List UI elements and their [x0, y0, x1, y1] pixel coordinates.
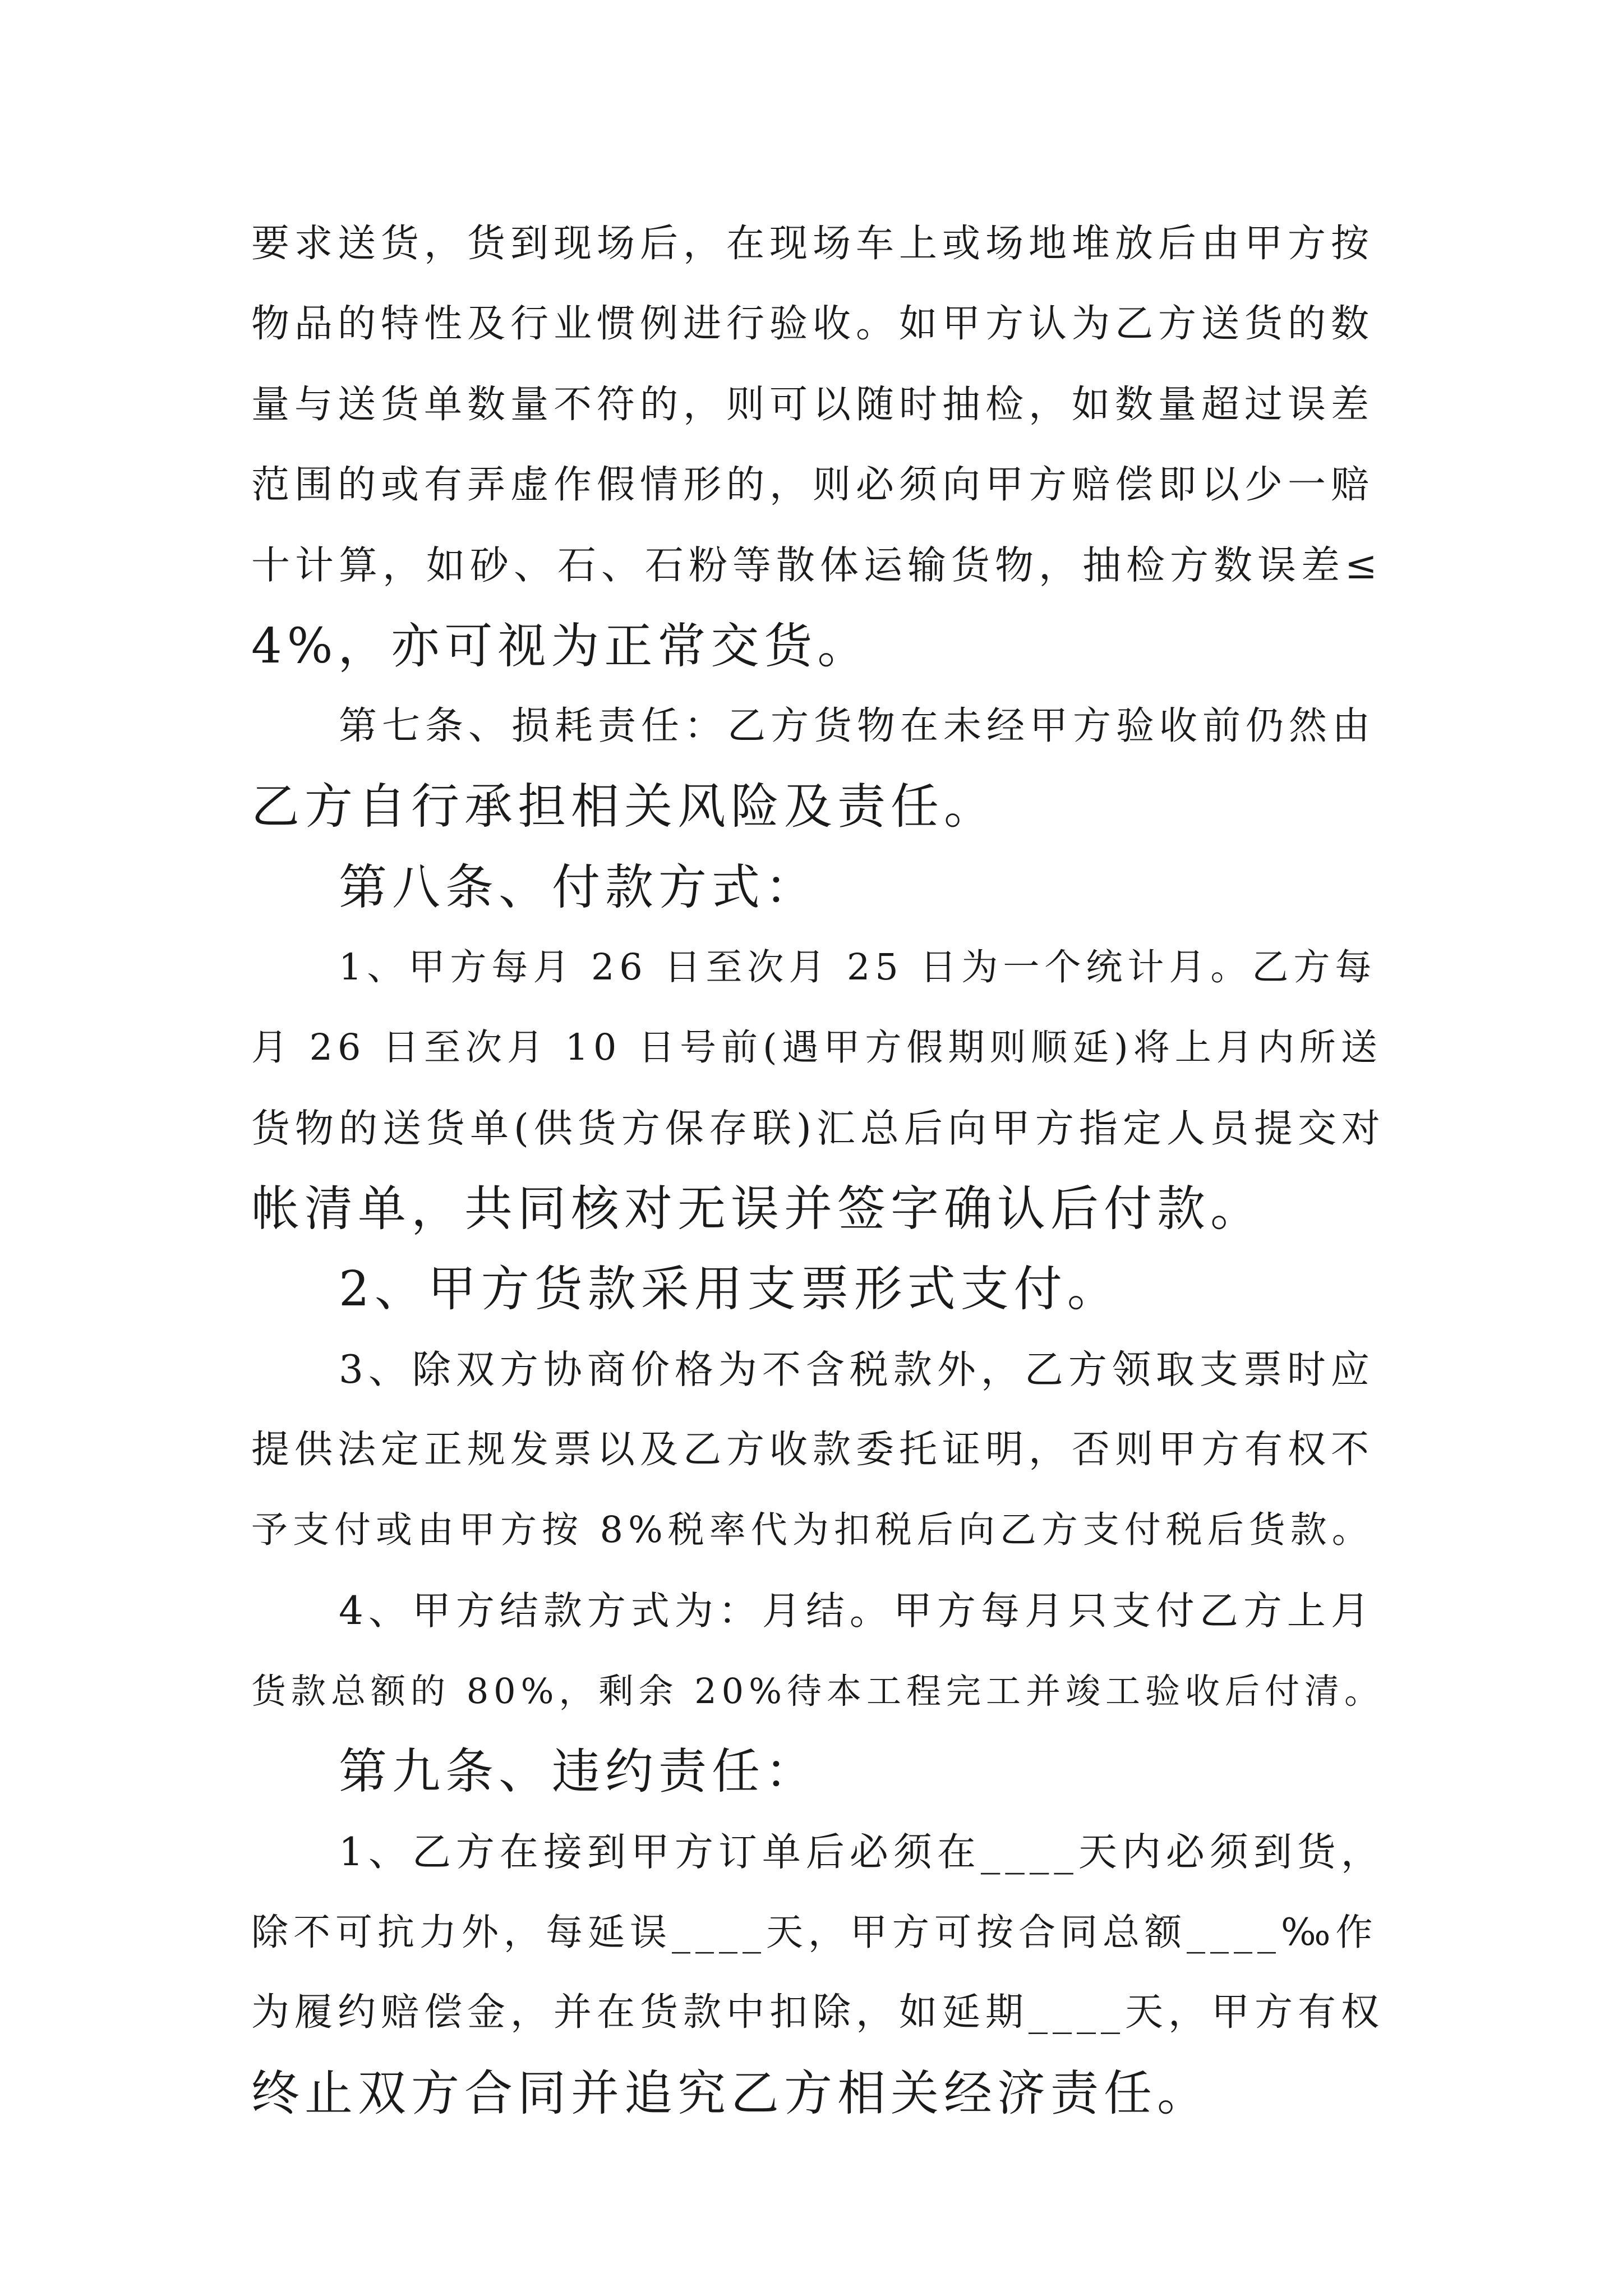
text-line: 乙方自行承担相关风险及责任。 [251, 779, 997, 835]
text-line: 月 26 日至次月 10 日号前(遇甲方假期则顺延)将上月内所送 [251, 1027, 1382, 1069]
text-line: 4%，亦可视为正常交货。 [251, 618, 871, 674]
text-line: 4、甲方结款方式为：月结。甲方每月只支付乙方上月 [339, 1589, 1375, 1634]
text-line: 3、除双方协商价格为不含税款外，乙方领取支票时应 [339, 1347, 1375, 1392]
text-line: 为履约赔偿金，并在货款中扣除，如延期____天，甲方有权 [251, 1990, 1385, 2035]
text-line: 第八条、付款方式： [339, 859, 818, 915]
text-line: 范围的或有弄虚作假情形的，则必须向甲方赔偿即以少一赔 [251, 463, 1375, 507]
text-line: 予支付或由甲方按 8%税率代为扣税后向乙方支付税后货款。 [251, 1509, 1373, 1551]
text-line: 第七条、损耗责任：乙方货物在未经甲方验收前仍然由 [339, 704, 1376, 748]
text-line: 提供法定正规发票以及乙方收款委托证明，否则甲方有权不 [251, 1428, 1375, 1472]
text-line: 十计算，如砂、石、石粉等散体运输货物，抽检方数误差≤ [251, 543, 1382, 588]
text-line: 第九条、违约责任： [339, 1743, 818, 1800]
text-line: 要求送货，货到现场后，在现场车上或场地堆放后由甲方按 [251, 222, 1375, 266]
text-line: 终止双方合同并追究乙方相关经济责任。 [251, 2065, 1210, 2122]
text-line: 帐清单，共同核对无误并签字确认后付款。 [251, 1181, 1264, 1237]
text-line: 1、乙方在接到甲方订单后必须在____天内必须到货， [339, 1830, 1385, 1875]
text-line: 量与送货单数量不符的，则可以随时抽检，如数量超过误差 [251, 383, 1375, 427]
text-line: 2、甲方货款采用支票形式支付。 [339, 1261, 1121, 1317]
text-line: 货物的送货单(供货方保存联)汇总后向甲方指定人员提交对 [251, 1106, 1385, 1151]
text-line: 除不可抗力外，每延误____天，甲方可按合同总额____‰作 [251, 1911, 1378, 1954]
text-line: 货款总额的 80%，剩余 20%待本工程完工并竣工验收后付清。 [251, 1671, 1385, 1711]
text-line: 1、甲方每月 26 日至次月 25 日为一个统计月。乙方每 [339, 946, 1377, 988]
text-line: 物品的特性及行业惯例进行验收。如甲方认为乙方送货的数 [251, 302, 1375, 346]
